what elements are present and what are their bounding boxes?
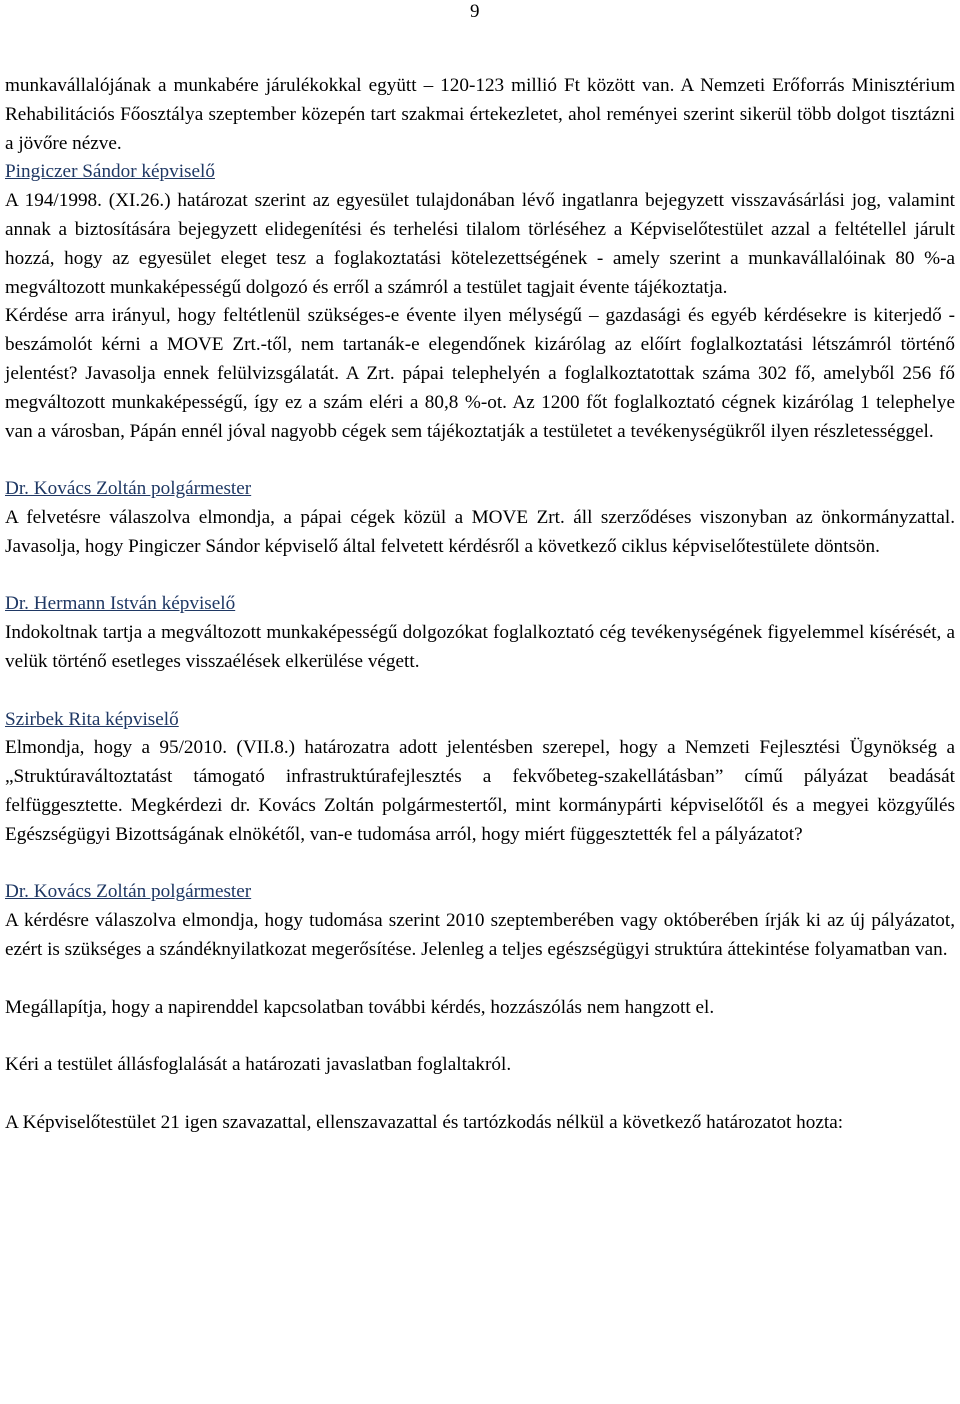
speaker-heading (5, 158, 955, 187)
paragraph: Elmondja, hogy a 95/2010. (VII.8.) határozatra adott jelentésben szerepel, hogy a Nemzeti Fejlesztési Ügynökség a „Struktúraváltoztatást támogató infrastruktúrafejlesztés a fekvőbeteg-szakellátásban” című pályázat beadását felfüggesztette. Megkérdezi dr. Kovács Zoltán polgármestertől, mint kormánypárti képviselőtől és a megyei közgyűlés Egészségügyi Bizottságának elnökétől, van-e tudomása arról, hogy miért függesztették fel a pályázatot? (5, 737, 955, 845)
paragraph: Indokoltnak tartja a megváltozott munkaképességű dolgozókat foglalkoztató cég tevékenységének figyelemmel kísérését, a velük történő esetleges visszaélések elkerülése végett. (5, 622, 955, 672)
page-number: 9 (470, 1, 480, 22)
paragraph: A kérdésre válaszolva elmondja, hogy tudomása szerint 2010 szeptemberében vagy októberében írják ki az új pályázatot, ezért is szükséges a szándéknyilatkozat megerősítése. Jelenleg a teljes egészségügyi struktúra áttekintése folyamatban van. (5, 910, 955, 960)
speaker-heading (5, 878, 955, 907)
paragraph: munkavállalójának a munkabére járulékokkal együtt – 120-123 millió Ft között van. A Nemzeti Erőforrás Minisztérium Rehabilitációs Főosztálya szeptember közepén tart szakmai értekezletet, ahol reményei szerint sikerül több dolgot tisztázni a jövőre nézve. (5, 75, 955, 154)
speaker-name: Pingiczer Sándor képviselő (5, 161, 215, 183)
speaker-heading (5, 475, 955, 504)
paragraph: A Képviselőtestület 21 igen szavazattal, ellenszavazattal és tartózkodás nélkül a következő határozatot hozta: (5, 1111, 844, 1133)
speaker-name: Dr. Hermann István képviselő (5, 593, 236, 615)
paragraph: A felvetésre válaszolva elmondja, a pápai cégek közül a MOVE Zrt. áll szerződéses viszonyban az önkormányzattal. Javasolja, hogy Pingiczer Sándor képviselő által felvetett kérdésről a következő ciklus képviselőtestülete döntsön. (5, 506, 955, 557)
speaker-name: Dr. Kovács Zoltán polgármester (5, 881, 252, 903)
paragraph: Kérdése arra irányul, hogy feltétlenül szükséges-e évente ilyen mélységű – gazdasági és egyéb kérdésekre is kiterjedő - beszámolót kérni a MOVE Zrt.-től, nem tartanák-e elegendőnek kizárólag az előírt foglalkoztatási létszámról történő jelentést? Javasolja ennek felülvizsgálatát. A Zrt. pápai telephelyén a foglalkoztatottak száma 302 fő, amelyből 256 fő megváltozott munkaképességű, így ez a szám eléri a 80,8 %-ot. Az 1200 főt foglalkoztató cégnek kizárólag 1 telephelye van a városban, Pápán ennél jóval nagyobb cégek sem tájékoztatják a testületet a tevékenységükről ilyen részletességgel. (5, 305, 955, 442)
paragraph: Kéri a testület állásfoglalását a határozati javaslatban foglaltakról. (5, 1054, 512, 1076)
speaker-name: Szirbek Rita képviselő (5, 708, 179, 730)
paragraph: A 194/1998. (XI.26.) határozat szerint az egyesület tulajdonában lévő ingatlanra bejegyzett visszavásárlási jog, valamint annak a biztosítására bejegyzett elidegenítési és terhelési tilalom törléséhez a Képviselőtestület azzal a feltétellel járult hozzá, hogy az egyesület eleget tesz a foglakoztatási kötelezettségének - amely szerint a munkavállalóinak 80 %-a megváltozott munkaképességű dolgozó és erről a számról a testület tagjait évente tájékoztatja. (5, 190, 955, 298)
document-body (5, 72, 955, 1137)
paragraph: Megállapítja, hogy a napirenddel kapcsolatban további kérdés, hozzászólás nem hangzott el. (5, 996, 715, 1018)
speaker-heading (5, 590, 955, 619)
speaker-name: Dr. Kovács Zoltán polgármester (5, 478, 252, 500)
speaker-heading (5, 706, 955, 735)
